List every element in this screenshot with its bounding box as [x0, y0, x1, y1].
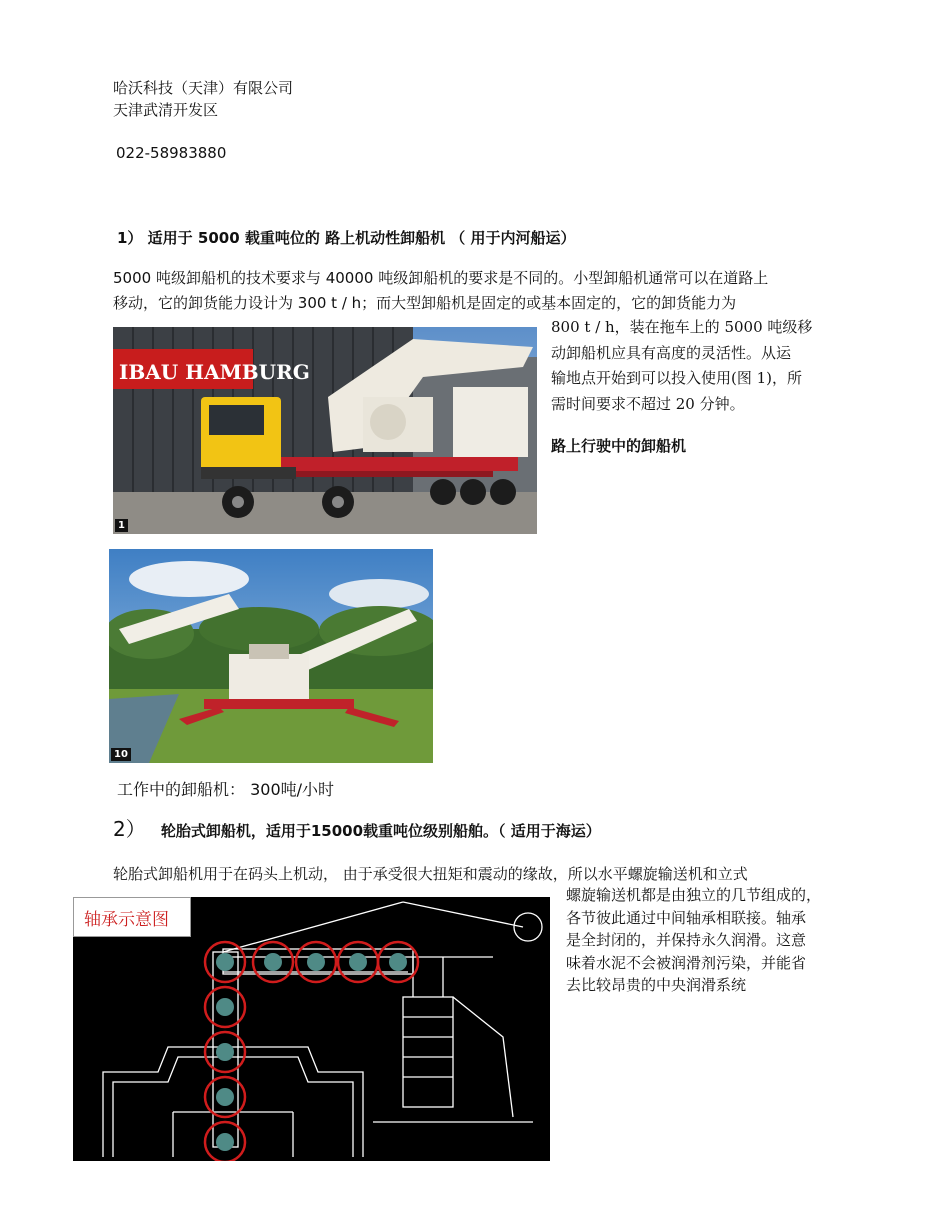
section2-heading-number: 2） — [113, 817, 146, 841]
side-line: 各节彼此通过中间轴承相联接。轴承 — [566, 908, 807, 927]
company-phone: 022-58983880 — [116, 144, 227, 162]
side-line: 是全封闭的，并保持永久润滑。这意 — [566, 931, 807, 949]
section1-side-text — [551, 315, 812, 417]
side-line: 800 t / h，装在拖车上的 5000 吨级移 — [551, 318, 813, 336]
side-line: 输地点开始到可以投入使用(图 1)，所 — [551, 369, 803, 387]
photo2-caption: 工作中的卸船机： 300吨/小时 — [117, 780, 335, 799]
side-line: 味着水泥不会被润滑剂污染，并能省 — [566, 953, 807, 972]
section2-paragraph-line1: 轮胎式卸船机用于在码头上机动， 由于承受很大扭矩和震动的缘故，所以水平螺旋输送机和立式 — [113, 865, 748, 883]
company-address: 天津武清开发区 — [113, 101, 219, 119]
company-name: 哈沃科技（天津）有限公司 — [113, 79, 294, 97]
photo1-caption: 路上行驶中的卸船机 — [551, 437, 687, 455]
diagram-label-box — [73, 897, 191, 937]
side-line: 动卸船机应具有高度的灵活性。从运 — [551, 343, 792, 362]
side-line: 需时间要求不超过 20 分钟。 — [551, 394, 745, 413]
section1-paragraph-line1: 5000 吨级卸船机的技术要求与 40000 吨级卸船机的要求是不同的。小型卸船机通常可以在道路上 — [113, 269, 769, 287]
bearing-diagram — [73, 897, 550, 1161]
photo2-number: 10 — [111, 748, 131, 761]
section1-heading: 1） 适用于 5000 载重吨位的 路上机动性卸船机 （ 用于内河船运） — [117, 229, 576, 247]
truck-unloader-photo — [113, 327, 537, 534]
section1-paragraph-line2: 移动，它的卸货能力设计为 300 t / h；而大型卸船机是固定的或基本固定的，它的卸货能力为 — [113, 294, 737, 312]
side-line: 螺旋输送机都是由独立的几节组成的， — [566, 886, 822, 904]
side-line: 去比较昂贵的中央润滑系统 — [566, 976, 747, 994]
section2-side-text — [566, 884, 821, 997]
photo1-number: 1 — [115, 519, 128, 532]
section2-heading — [113, 813, 601, 842]
diagram-label: 轴承示意图 — [84, 910, 169, 930]
section2-heading-text: 轮胎式卸船机，适用于15000载重吨位级别船舶。（ 适用于海运） — [160, 822, 601, 840]
sign-text: IBAU HAMBURG — [119, 360, 310, 384]
working-unloader-photo — [109, 549, 433, 763]
